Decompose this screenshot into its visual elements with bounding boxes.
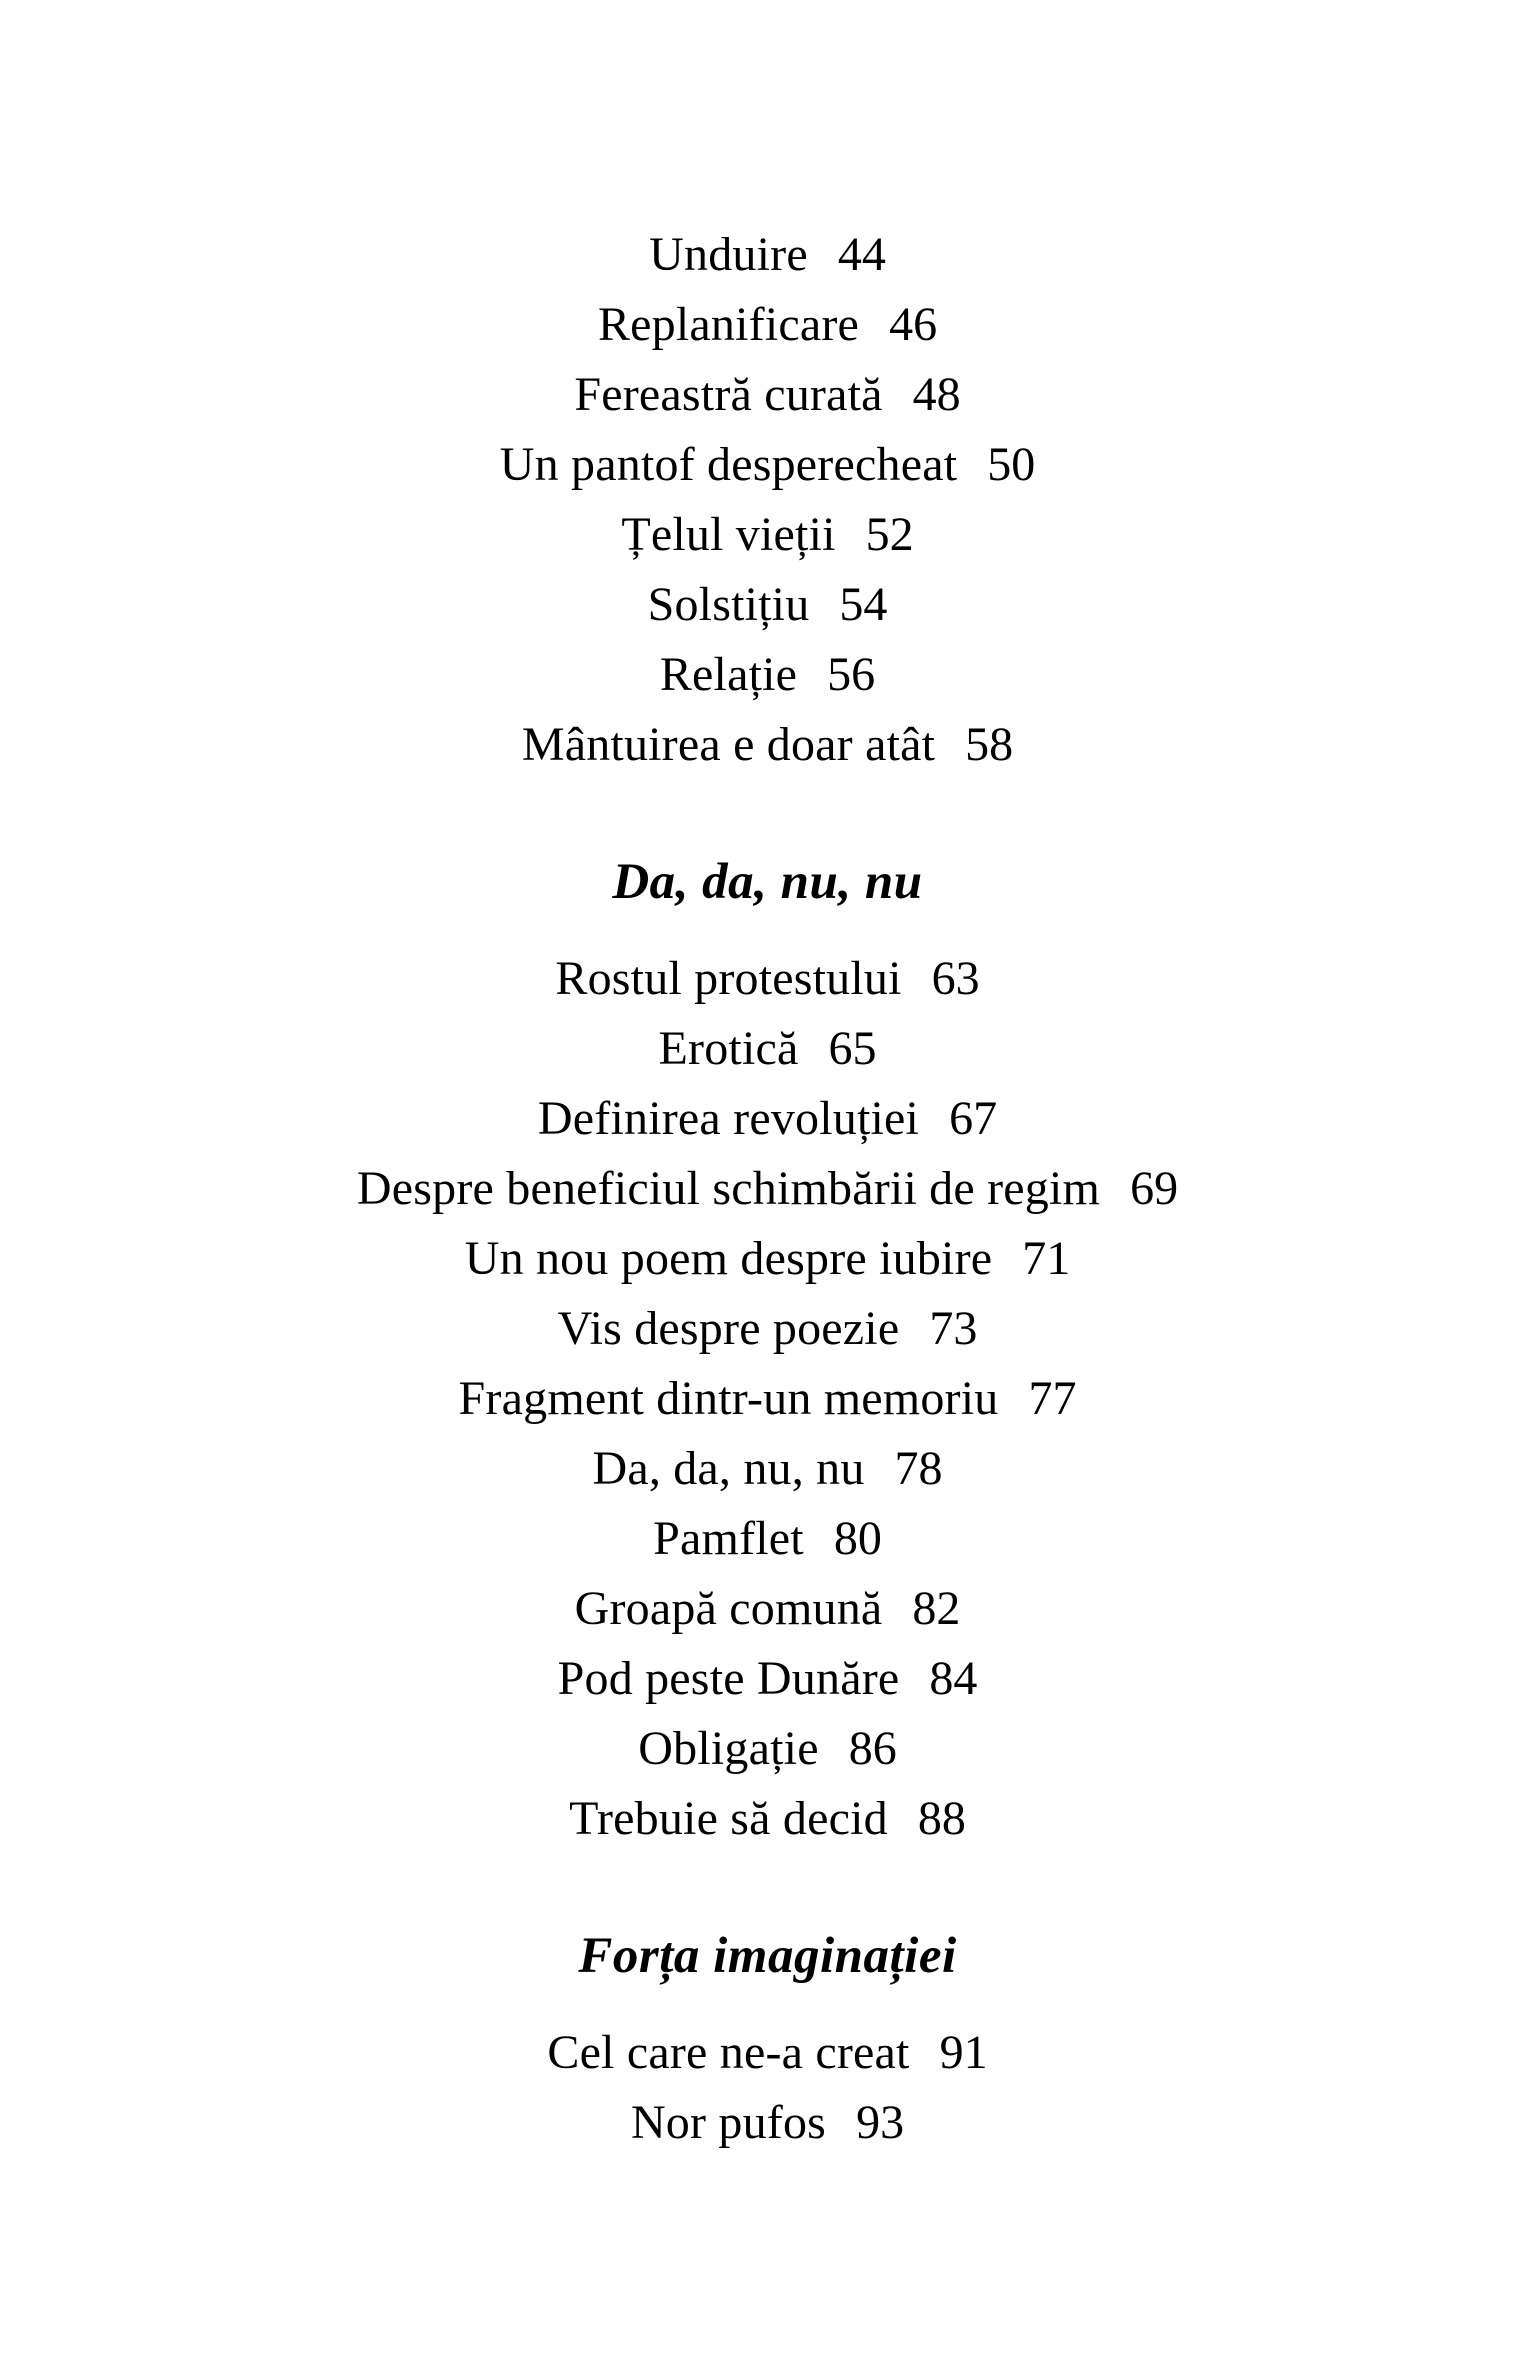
toc-section bbox=[0, 220, 1535, 780]
toc-entry bbox=[0, 2088, 1535, 2158]
entry-title: Replanificare bbox=[597, 298, 860, 351]
toc-entry bbox=[0, 570, 1535, 640]
toc-entry bbox=[0, 500, 1535, 570]
entry-title: Nor pufos bbox=[630, 2096, 827, 2149]
entry-title: Solstițiu bbox=[647, 578, 810, 631]
toc-entry bbox=[0, 710, 1535, 780]
entry-title: Groapă comună bbox=[574, 1582, 883, 1635]
toc-entry bbox=[0, 640, 1535, 710]
section-heading: Forța imaginației bbox=[578, 1928, 957, 1984]
entry-page-number: 82 bbox=[912, 1582, 961, 1635]
toc-entry bbox=[0, 360, 1535, 430]
entry-title: Despre beneficiul schimbării de regim bbox=[356, 1162, 1101, 1215]
entry-page-number: 80 bbox=[833, 1512, 882, 1565]
entry-page-number: 44 bbox=[837, 228, 886, 281]
toc-entry bbox=[0, 220, 1535, 290]
toc-section bbox=[0, 1921, 1535, 2158]
toc-entry bbox=[0, 430, 1535, 500]
entry-title: Rostul protestului bbox=[555, 952, 902, 1005]
entry-page-number: 50 bbox=[987, 438, 1036, 491]
entry-title: Un nou poem despre iubire bbox=[464, 1232, 993, 1285]
entry-page-number: 54 bbox=[839, 578, 888, 631]
toc-entry bbox=[0, 1014, 1535, 1084]
toc-entry bbox=[0, 290, 1535, 360]
entry-page-number: 67 bbox=[949, 1092, 998, 1145]
section-heading: Da, da, nu, nu bbox=[612, 854, 923, 910]
entry-title: Trebuie să decid bbox=[569, 1792, 888, 1845]
toc-section bbox=[0, 847, 1535, 1854]
entry-title: Un pantof desperecheat bbox=[499, 438, 958, 491]
entry-page-number: 86 bbox=[848, 1722, 897, 1775]
entry-title: Mântuirea e doar atât bbox=[521, 718, 936, 771]
entry-page-number: 46 bbox=[889, 298, 938, 351]
toc-entry bbox=[0, 2018, 1535, 2088]
toc-entry bbox=[0, 1784, 1535, 1854]
entry-page-number: 84 bbox=[929, 1652, 978, 1705]
entry-title: Fragment dintr-un memoriu bbox=[458, 1372, 999, 1425]
toc-entry bbox=[0, 1224, 1535, 1294]
toc-entry bbox=[0, 1294, 1535, 1364]
entry-page-number: 73 bbox=[929, 1302, 978, 1355]
entry-page-number: 65 bbox=[828, 1022, 877, 1075]
entry-page-number: 71 bbox=[1022, 1232, 1071, 1285]
toc-entry bbox=[0, 1364, 1535, 1434]
toc-entry bbox=[0, 1644, 1535, 1714]
entry-page-number: 56 bbox=[827, 648, 876, 701]
entry-title: Fereastră curată bbox=[574, 368, 883, 421]
toc-entry bbox=[0, 1574, 1535, 1644]
entry-title: Unduire bbox=[649, 228, 808, 281]
entry-page-number: 48 bbox=[912, 368, 961, 421]
entry-title: Relație bbox=[659, 648, 798, 701]
entry-title: Pamflet bbox=[653, 1512, 804, 1565]
entry-page-number: 93 bbox=[856, 2096, 905, 2149]
toc-entry bbox=[0, 1504, 1535, 1574]
entry-page-number: 77 bbox=[1028, 1372, 1077, 1425]
toc-entry bbox=[0, 1084, 1535, 1154]
entry-title: Da, da, nu, nu bbox=[592, 1442, 865, 1495]
toc-entry bbox=[0, 1714, 1535, 1784]
entry-title: Obligație bbox=[638, 1722, 819, 1775]
entry-title: Cel care ne-a creat bbox=[547, 2026, 910, 2079]
entry-page-number: 69 bbox=[1130, 1162, 1179, 1215]
entry-title: Vis despre poezie bbox=[557, 1302, 900, 1355]
entry-page-number: 52 bbox=[865, 508, 914, 561]
entry-title: Erotică bbox=[658, 1022, 799, 1075]
entry-page-number: 91 bbox=[939, 2026, 988, 2079]
toc-entry bbox=[0, 1154, 1535, 1224]
toc-entry bbox=[0, 1434, 1535, 1504]
entry-page-number: 63 bbox=[931, 952, 980, 1005]
entry-title: Definirea revoluției bbox=[537, 1092, 920, 1145]
entry-title: Pod peste Dunăre bbox=[557, 1652, 900, 1705]
toc-entry bbox=[0, 944, 1535, 1014]
entry-page-number: 58 bbox=[965, 718, 1014, 771]
entry-title: Țelul vieții bbox=[621, 508, 836, 561]
entry-page-number: 88 bbox=[917, 1792, 966, 1845]
entry-page-number: 78 bbox=[894, 1442, 943, 1495]
